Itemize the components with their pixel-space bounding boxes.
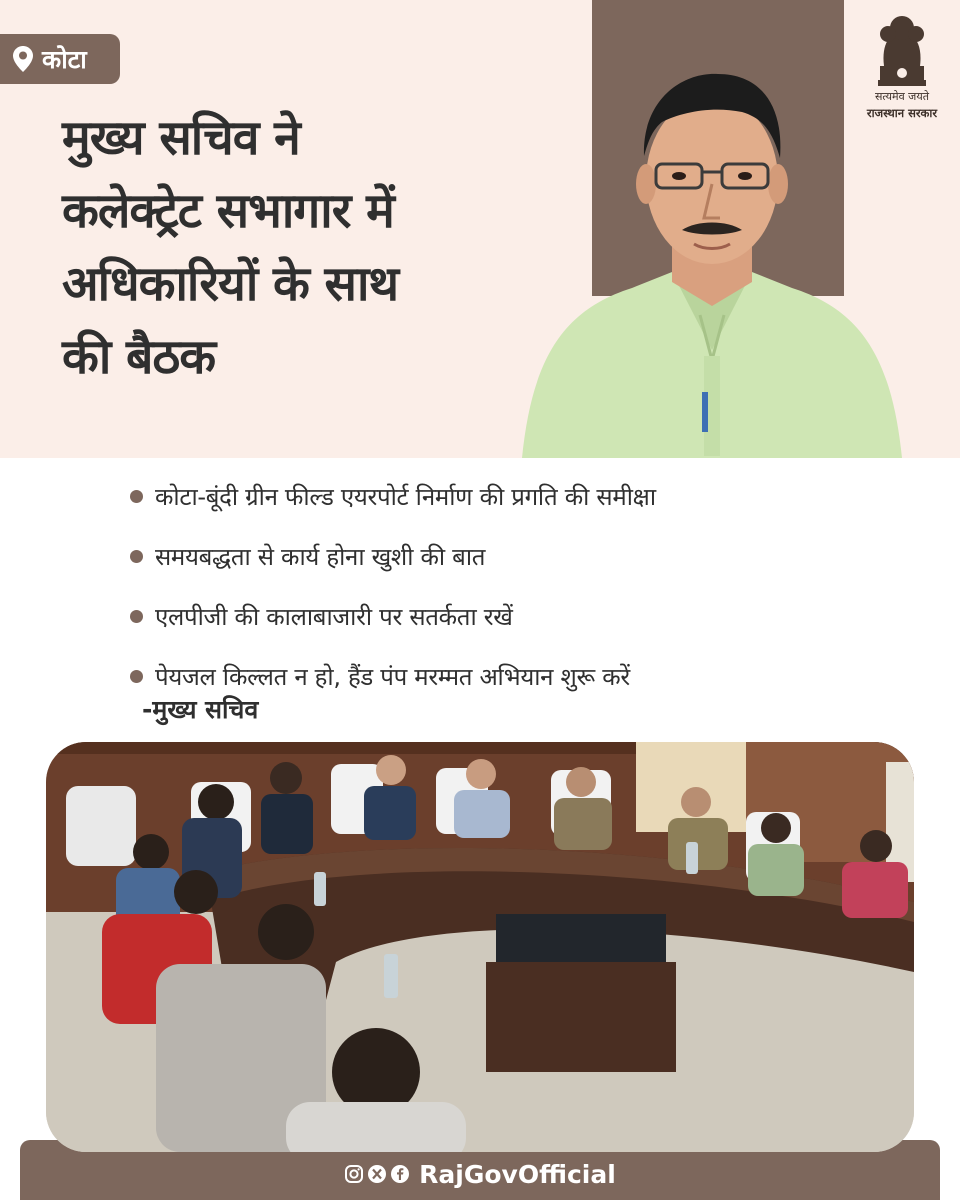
bullet-dot-icon bbox=[130, 490, 143, 503]
headline bbox=[62, 102, 582, 394]
location-tag bbox=[0, 34, 120, 84]
header-banner bbox=[0, 0, 960, 458]
social-handle bbox=[0, 1152, 960, 1196]
headline-line-2: कलेक्ट्रेट सभागार में bbox=[62, 183, 394, 239]
instagram-icon[interactable] bbox=[344, 1164, 364, 1184]
list-item bbox=[130, 526, 930, 586]
map-pin-icon bbox=[12, 45, 34, 73]
bullet-dot-icon bbox=[130, 610, 143, 623]
location-label: कोटा bbox=[42, 45, 87, 74]
point-text: एलपीजी की कालाबाजारी पर सतर्कता रखें bbox=[155, 602, 513, 631]
point-text: पेयजल किल्लत न हो, हैंड पंप मरम्मत अभियान शुरू करें bbox=[155, 662, 630, 691]
emblem-government: राजस्थान सरकार bbox=[866, 106, 938, 120]
headline-line-1: मुख्य सचिव ने bbox=[62, 110, 300, 166]
key-points bbox=[130, 466, 930, 726]
emblem-motto: सत्यमेव जयते bbox=[874, 90, 929, 103]
handle-text[interactable]: RajGovOfficial bbox=[419, 1159, 616, 1189]
point-text: समयबद्धता से कार्य होना खुशी की बात bbox=[155, 542, 486, 571]
x-icon[interactable] bbox=[367, 1164, 387, 1184]
government-emblem bbox=[844, 0, 960, 140]
national-emblem-icon bbox=[874, 10, 930, 88]
attribution: -मुख्य सचिव bbox=[142, 695, 259, 724]
point-text: कोटा-बूंदी ग्रीन फील्ड एयरपोर्ट निर्माण की प्रगति की समीक्षा bbox=[155, 482, 656, 511]
meeting-photo bbox=[46, 742, 914, 1152]
list-item bbox=[130, 466, 930, 526]
headline-line-3: अधिकारियों के साथ bbox=[62, 256, 399, 312]
list-item bbox=[130, 586, 930, 646]
bullet-dot-icon bbox=[130, 550, 143, 563]
bullet-dot-icon bbox=[130, 670, 143, 683]
facebook-icon[interactable] bbox=[390, 1164, 410, 1184]
headline-line-4: की बैठक bbox=[62, 329, 216, 385]
